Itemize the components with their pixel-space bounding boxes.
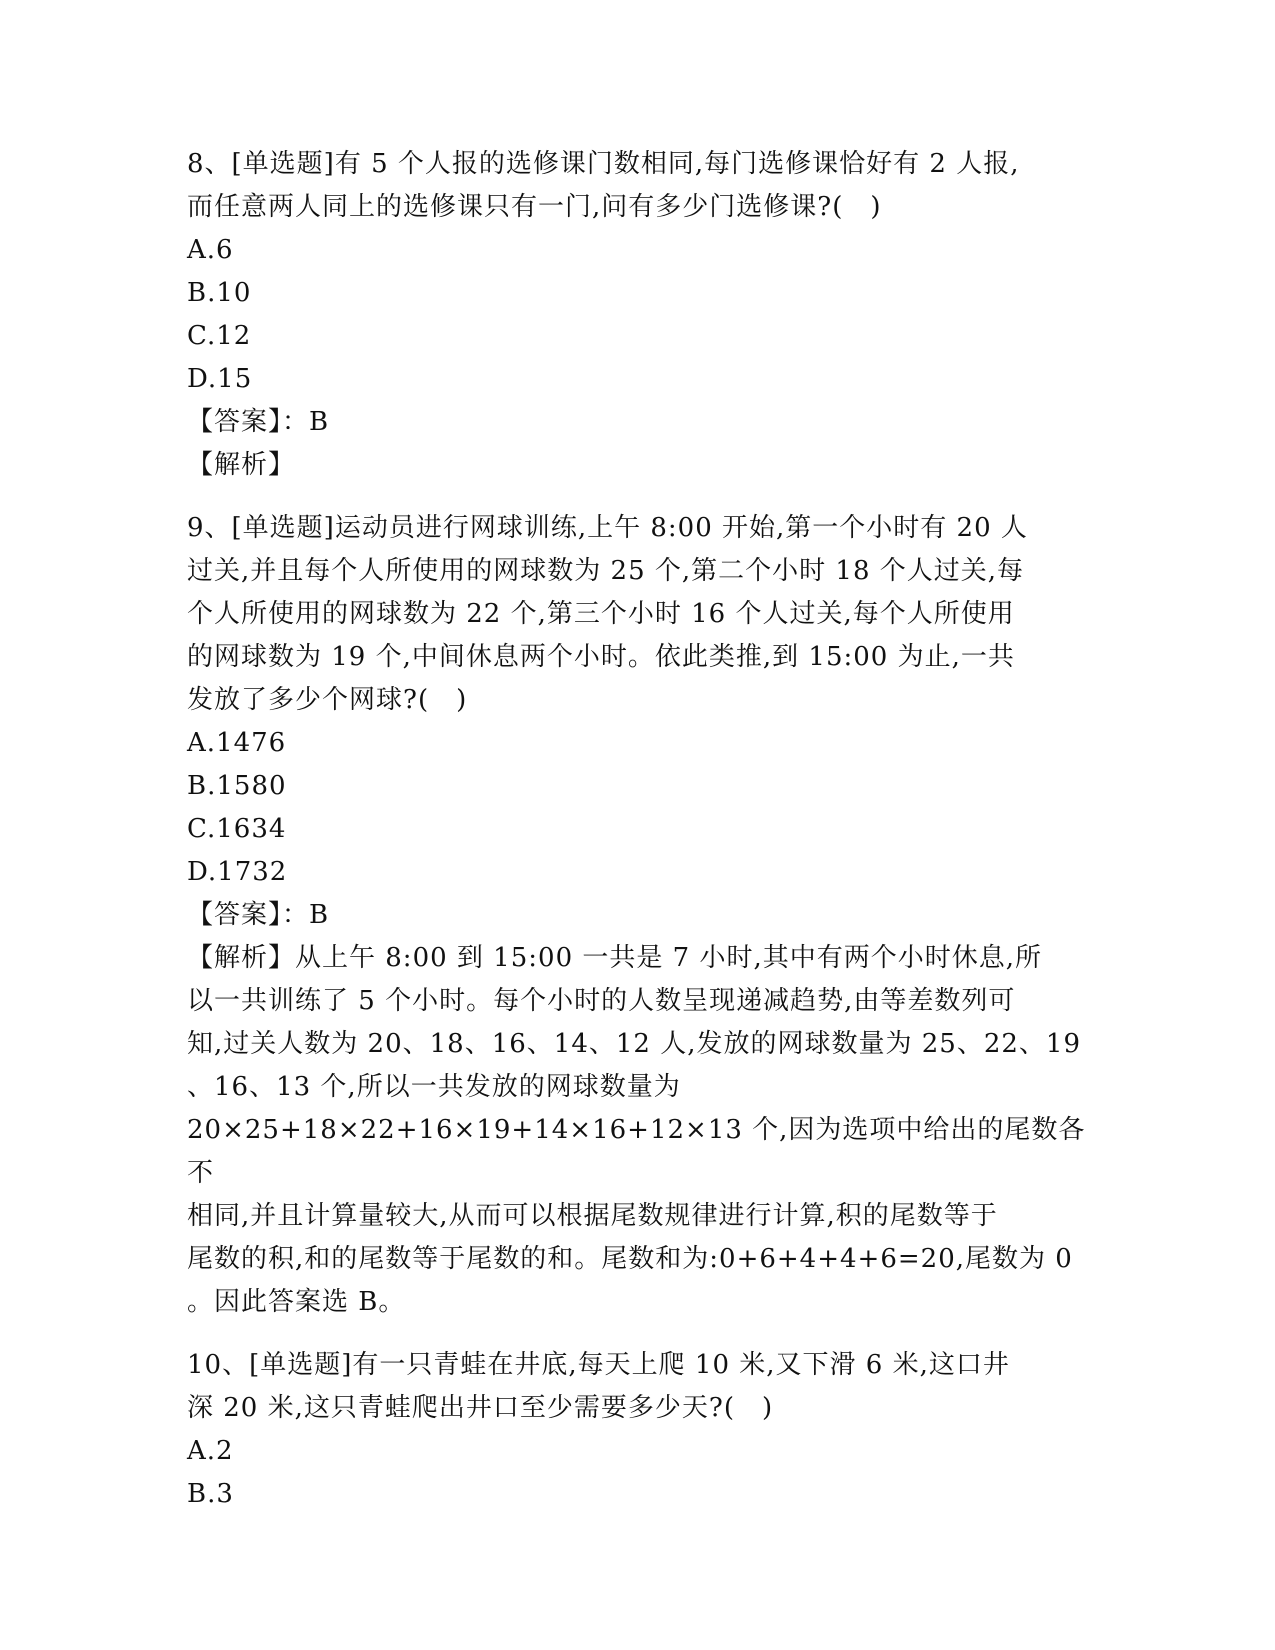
question-9 <box>187 507 1087 1324</box>
question-9-analysis-line-8: 。因此答案选 B。 <box>187 1287 406 1317</box>
question-8-analysis: 【解析】 <box>187 450 296 480</box>
question-9-stem-line-2: 过关,并且每个人所使用的网球数为 25 个,第二个小时 18 个人过关,每 <box>187 556 1025 586</box>
question-9-analysis-line-4: 、16、13 个,所以一共发放的网球数量为 <box>187 1072 681 1102</box>
question-9-stem-line-5: 发放了多少个网球?( ) <box>187 685 468 715</box>
question-8 <box>187 143 1087 487</box>
question-10 <box>187 1344 1087 1516</box>
document-content <box>187 143 1087 1516</box>
question-9-analysis-line-3: 知,过关人数为 20、18、16、14、12 人,发放的网球数量为 25、22、19 <box>187 1029 1081 1059</box>
question-9-stem-line-1: 9、[单选题]运动员进行网球训练,上午 8:00 开始,第一个小时有 20 人 <box>187 513 1028 543</box>
question-9-analysis-line-6: 相同,并且计算量较大,从而可以根据尾数规律进行计算,积的尾数等于 <box>187 1201 998 1231</box>
question-9-analysis-line-1: 【解析】从上午 8:00 到 15:00 一共是 7 小时,其中有两个小时休息,所 <box>187 943 1042 973</box>
question-8-option-b: B.10 <box>187 278 252 308</box>
question-9-analysis-line-7: 尾数的积,和的尾数等于尾数的和。尾数和为:0+6+4+4+6=20,尾数为 0 <box>187 1244 1073 1274</box>
question-9-option-c: C.1634 <box>187 814 287 844</box>
question-9-option-a: A.1476 <box>187 728 287 758</box>
question-10-option-b: B.3 <box>187 1479 234 1509</box>
question-8-stem-line-1: 8、[单选题]有 5 个人报的选修课门数相同,每门选修课恰好有 2 人报, <box>187 149 1020 179</box>
question-10-stem-line-1: 10、[单选题]有一只青蛙在井底,每天上爬 10 米,又下滑 6 米,这口井 <box>187 1350 1010 1380</box>
question-9-analysis-line-2: 以一共训练了 5 个小时。每个小时的人数呈现递减趋势,由等差数列可 <box>187 986 1016 1016</box>
question-8-answer: 【答案】：B <box>187 407 330 437</box>
question-9-stem-line-4: 的网球数为 19 个,中间休息两个小时。依此类推,到 15:00 为止,一共 <box>187 642 1015 672</box>
question-9-option-b: B.1580 <box>187 771 287 801</box>
question-9-option-d: D.1732 <box>187 857 288 887</box>
question-8-option-a: A.6 <box>187 235 234 265</box>
question-8-option-c: C.12 <box>187 321 252 351</box>
question-10-stem-line-2: 深 20 米,这只青蛙爬出井口至少需要多少天?( ) <box>187 1393 774 1423</box>
question-9-answer: 【答案】：B <box>187 900 330 930</box>
question-10-option-a: A.2 <box>187 1436 234 1466</box>
question-9-stem-line-3: 个人所使用的网球数为 22 个,第三个小时 16 个人过关,每个人所使用 <box>187 599 1015 629</box>
question-8-stem-line-2: 而任意两人同上的选修课只有一门,问有多少门选修课?( ) <box>187 192 882 222</box>
question-9-analysis-line-5: 20×25+18×22+16×19+14×16+12×13 个,因为选项中给出的尾数各不 <box>187 1115 1086 1188</box>
question-8-option-d: D.15 <box>187 364 253 394</box>
